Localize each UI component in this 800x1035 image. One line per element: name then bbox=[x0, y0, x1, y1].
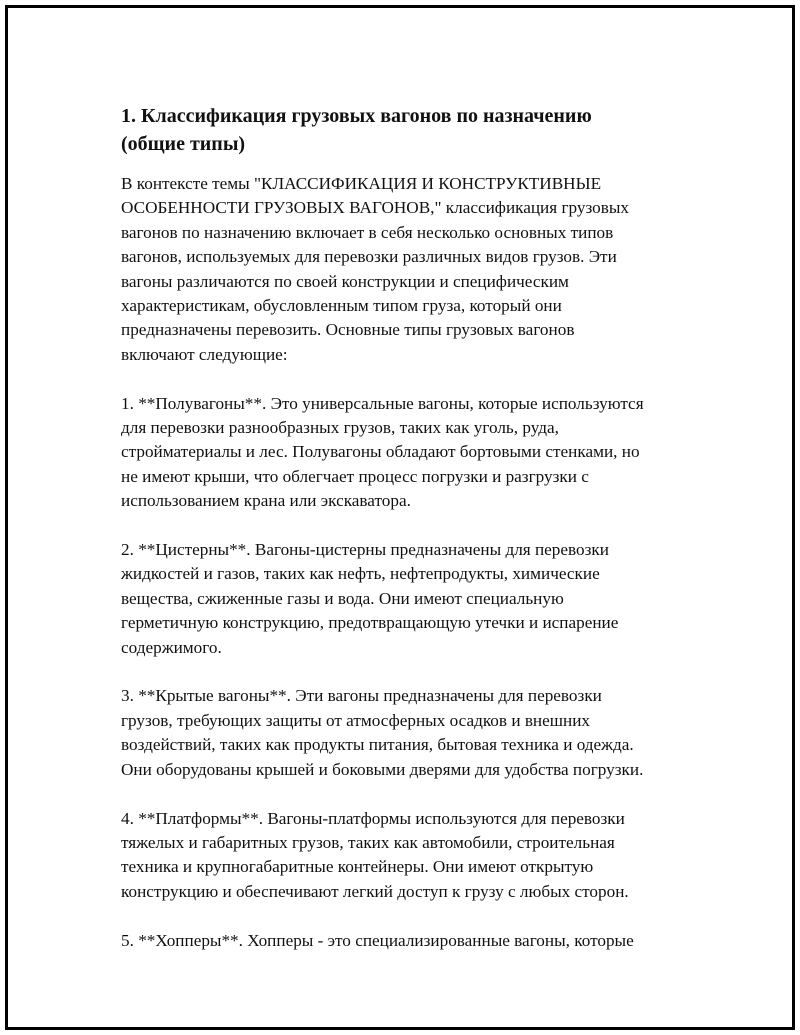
list-item-covered-wagons bbox=[121, 684, 696, 782]
text-line: включают следующие: bbox=[121, 344, 288, 364]
text-line: герметичную конструкцию, предотвращающую утечки и испарение bbox=[121, 613, 619, 633]
text-line: грузов, требующих защиты от атмосферных осадков и внешних bbox=[121, 710, 590, 730]
document-body bbox=[121, 102, 696, 953]
text-line: Они оборудованы крышей и боковыми дверями для удобства погрузки. bbox=[121, 759, 644, 779]
text-line: конструкцию и обеспечивают легкий доступ к грузу с любых сторон. bbox=[121, 881, 629, 901]
text-line: вагоны различаются по своей конструкции и специфическим bbox=[121, 271, 569, 291]
text-line: 1. **Полувагоны**. Это универсальные вагоны, которые используются bbox=[121, 393, 644, 413]
text-line: для перевозки разнообразных грузов, таких как уголь, руда, bbox=[121, 418, 559, 438]
text-line: содержимого. bbox=[121, 637, 222, 657]
text-line: вещества, сжиженные газы и вода. Они имеют специальную bbox=[121, 588, 564, 608]
intro-paragraph bbox=[121, 172, 696, 367]
section-heading bbox=[121, 102, 696, 158]
text-line: стройматериалы и лес. Полувагоны обладают бортовыми стенками, но bbox=[121, 442, 640, 462]
page-frame bbox=[5, 5, 795, 1030]
text-line: характеристикам, обусловленным типом груза, который они bbox=[121, 296, 562, 316]
text-line: жидкостей и газов, таких как нефть, нефтепродукты, химические bbox=[121, 564, 600, 584]
list-item-tank-cars bbox=[121, 538, 696, 660]
text-line: не имеют крыши, что облегчает процесс погрузки и разгрузки с bbox=[121, 466, 589, 486]
text-line: 5. **Хопперы**. Хопперы - это специализированные вагоны, которые bbox=[121, 930, 634, 950]
text-line: 2. **Цистерны**. Вагоны-цистерны предназначены для перевозки bbox=[121, 540, 609, 560]
text-line: техника и крупногабаритные контейнеры. Они имеют открытую bbox=[121, 857, 594, 877]
text-line: тяжелых и габаритных грузов, таких как автомобили, строительная bbox=[121, 832, 615, 852]
text-line: вагонов, используемых для перевозки различных видов грузов. Эти bbox=[121, 247, 617, 267]
text-line: предназначены перевозить. Основные типы грузовых вагонов bbox=[121, 320, 575, 340]
list-item-hoppers bbox=[121, 929, 696, 953]
text-line: вагонов по назначению включает в себя несколько основных типов bbox=[121, 222, 614, 242]
list-item-platforms bbox=[121, 807, 696, 905]
list-item-gondola-cars bbox=[121, 392, 696, 514]
text-line: В контексте темы "КЛАССИФИКАЦИЯ И КОНСТРУКТИВНЫЕ bbox=[121, 174, 602, 193]
text-line: использованием крана или экскаватора. bbox=[121, 491, 411, 511]
text-line: ОСОБЕННОСТИ ГРУЗОВЫХ ВАГОНОВ," классификация грузовых bbox=[121, 198, 630, 218]
heading-line: (общие типы) bbox=[121, 133, 246, 155]
heading-line: 1. Классификация грузовых вагонов по назначению bbox=[121, 105, 592, 127]
text-line: 4. **Платформы**. Вагоны-платформы используются для перевозки bbox=[121, 808, 625, 828]
text-line: воздействий, таких как продукты питания, бытовая техника и одежда. bbox=[121, 735, 634, 755]
text-line: 3. **Крытые вагоны**. Эти вагоны предназначены для перевозки bbox=[121, 686, 602, 706]
